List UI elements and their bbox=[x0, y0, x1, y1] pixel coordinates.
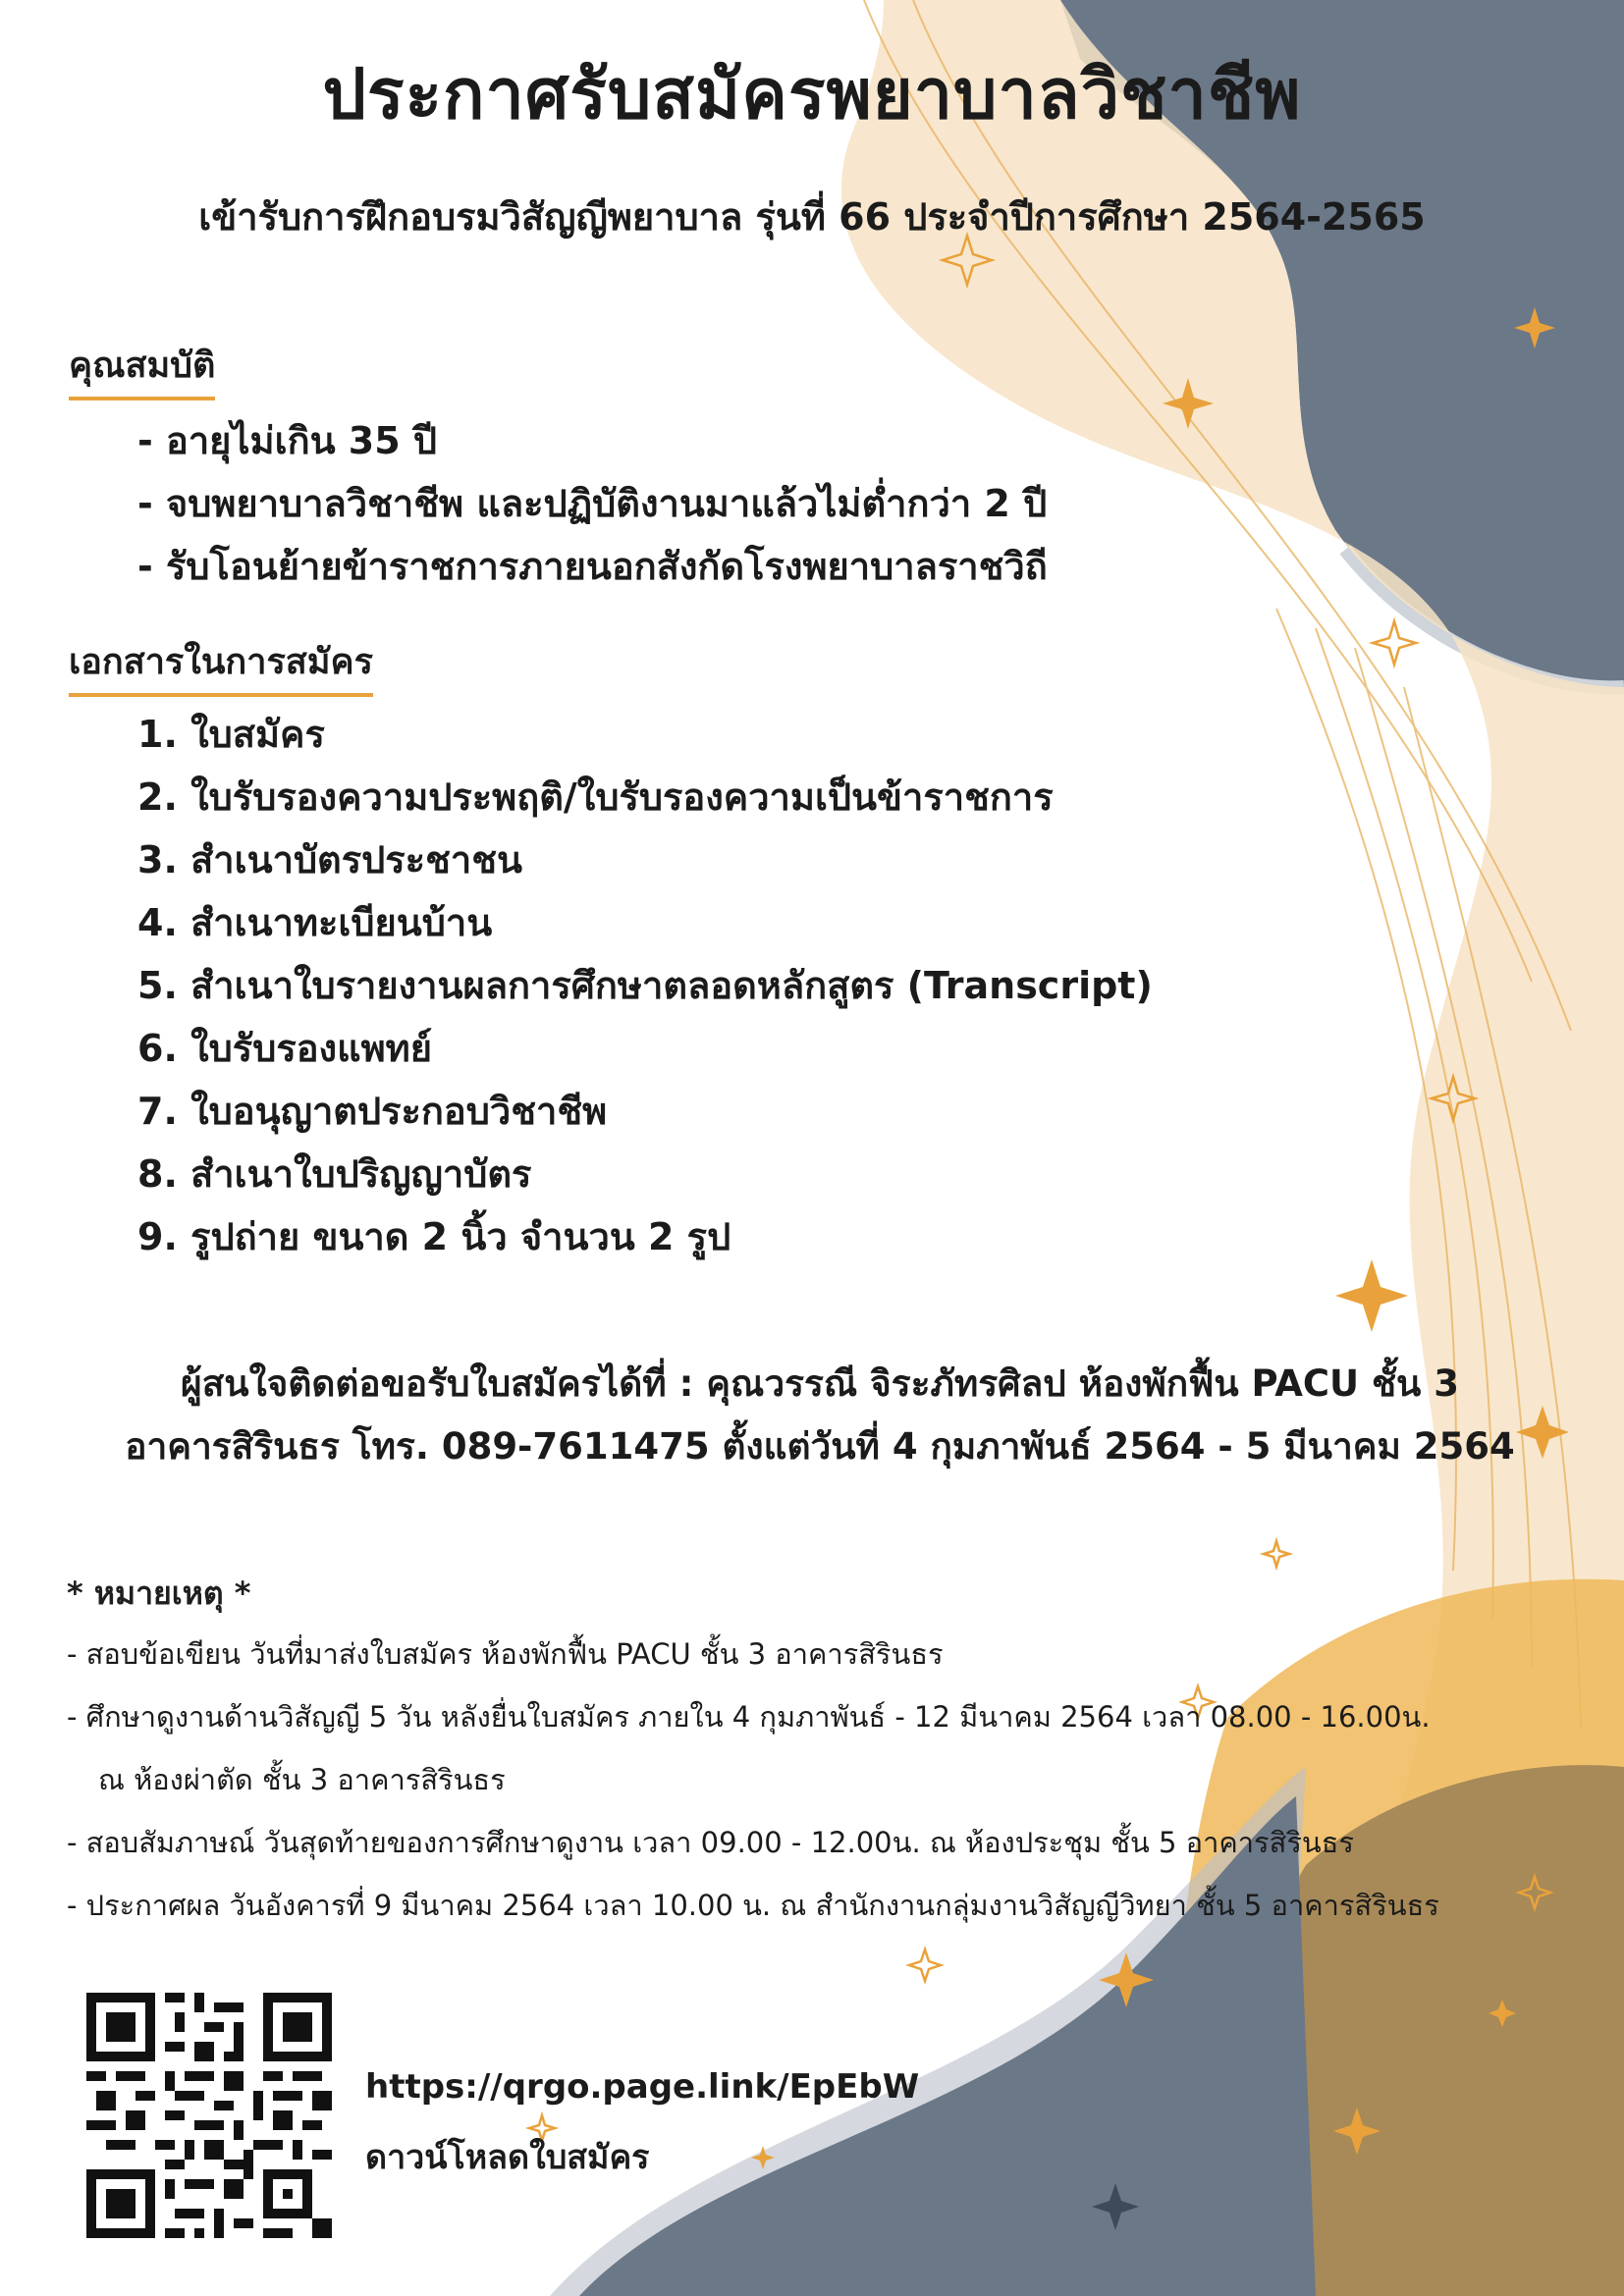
notes-list bbox=[67, 1631, 1598, 1946]
qr-code-icon[interactable] bbox=[86, 1993, 332, 2238]
note-item: - สอบสัมภาษณ์ วันสุดท้ายของการศึกษาดูงาน เวลา 09.00 - 12.00น. ณ ห้องประชุม ชั้น 5 อาคารสิรินธร bbox=[67, 1826, 1355, 1859]
contact-line-1: ผู้สนใจติดต่อขอรับใบสมัครได้ที่ : คุณวรรณี จิระภัทรศิลป ห้องพักฟื้น PACU ชั้น 3 bbox=[181, 1362, 1459, 1405]
contact-line-2: อาคารสิรินธร โทร. 089-7611475 ตั้งแต่วันที่ 4 กุมภาพันธ์ 2564 - 5 มีนาคม 2564 bbox=[125, 1425, 1515, 1468]
list-item: 2. ใบรับรองความประพฤติ/ใบรับรองความเป็นข้าราชการ bbox=[137, 775, 1054, 819]
page-subtitle: เข้ารับการฝึกอบรมวิสัญญีพยาบาล รุ่นที่ 66 ประจำปีการศึกษา 2564-2565 bbox=[198, 195, 1426, 239]
list-item: - รับโอนย้ายข้าราชการภายนอกสังกัดโรงพยาบาลราชวิถี bbox=[137, 545, 1048, 588]
list-item: 7. ใบอนุญาตประกอบวิชาชีพ bbox=[137, 1090, 608, 1133]
application-link[interactable]: https://qrgo.page.link/EpEbW bbox=[365, 2067, 920, 2107]
list-item: 6. ใบรับรองแพทย์ bbox=[137, 1027, 432, 1070]
list-item: 1. ใบสมัคร bbox=[137, 713, 325, 756]
qualifications-heading: คุณสมบัติ bbox=[69, 337, 215, 400]
list-item: - จบพยาบาลวิชาชีพ และปฏิบัติงานมาแล้วไม่ต่ำกว่า 2 ปี bbox=[137, 482, 1048, 525]
note-item: - ศึกษาดูงานด้านวิสัญญี 5 วัน หลังยื่นใบสมัคร ภายใน 4 กุมภาพันธ์ - 12 มีนาคม 2564 เวลา 08.00 - 16.00น. bbox=[67, 1700, 1431, 1734]
contact-info bbox=[69, 1353, 1571, 1478]
list-item: - อายุไม่เกิน 35 ปี bbox=[137, 419, 438, 462]
download-application-label[interactable]: ดาวน์โหลดใบสมัคร bbox=[365, 2138, 650, 2177]
note-item: - ประกาศผล วันอังคารที่ 9 มีนาคม 2564 เวลา 10.00 น. ณ สำนักงานกลุ่มงานวิสัญญีวิทยา ชั้น 5 อาคารสิรินธร bbox=[67, 1889, 1439, 1922]
qualifications-list bbox=[137, 410, 1048, 599]
list-item: 4. สำเนาทะเบียนบ้าน bbox=[137, 901, 493, 944]
documents-list bbox=[137, 704, 1153, 1269]
page-title: ประกาศรับสมัครพยาบาลวิชาชีพ bbox=[322, 54, 1302, 134]
note-item: ณ ห้องผ่าตัด ชั้น 3 อาคารสิรินธร bbox=[98, 1763, 506, 1796]
list-item: 5. สำเนาใบรายงานผลการศึกษาตลอดหลักสูตร (Transcript) bbox=[137, 964, 1153, 1007]
list-item: 8. สำเนาใบปริญญาบัตร bbox=[137, 1152, 532, 1196]
documents-heading: เอกสารในการสมัคร bbox=[69, 633, 373, 697]
list-item: 3. สำเนาบัตรประชาชน bbox=[137, 838, 522, 881]
list-item: 9. รูปถ่าย ขนาด 2 นิ้ว จำนวน 2 รูป bbox=[137, 1215, 731, 1258]
note-item: - สอบข้อเขียน วันที่มาส่งใบสมัคร ห้องพักฟื้น PACU ชั้น 3 อาคารสิรินธร bbox=[67, 1637, 944, 1671]
notes-heading: * หมายเหตุ * bbox=[67, 1575, 251, 1612]
